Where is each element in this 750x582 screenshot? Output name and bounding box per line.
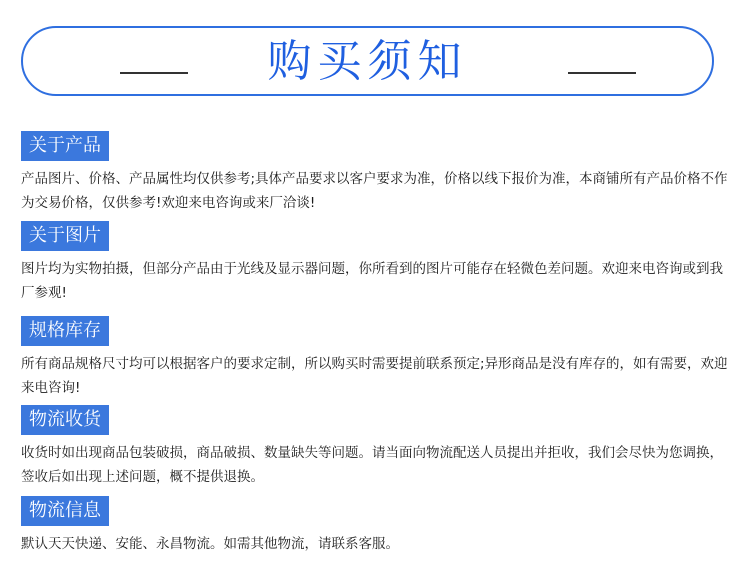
banner-right-line [568,72,636,74]
section-heading: 规格库存 [21,316,109,346]
section-heading: 关于产品 [21,131,109,161]
section-delivery-receipt [21,405,733,489]
section-text: 默认天天快递、安能、永昌物流。如需其他物流，请联系客服。 [21,536,399,552]
section-text: 所有商品规格尺寸均可以根据客户的要求定制，所以购买时需要提前联系预定;异形商品是没有库存的，如有需要，欢迎来电咨询! [21,356,728,396]
section-about-images [21,221,733,305]
title-banner [21,26,714,96]
section-heading: 物流收货 [21,405,109,435]
section-spec-stock [21,316,733,400]
section-logistics-info [21,496,733,556]
page-title: 购买须知 [267,36,468,87]
section-heading: 物流信息 [21,496,109,526]
section-text: 产品图片、价格、产品属性均仅供参考;具体产品要求以客户要求为准，价格以线下报价为准，本商铺所有产品价格不作为交易价格，仅供参考!欢迎来电咨询或来厂洽谈! [21,171,728,211]
section-text: 收货时如出现商品包装破损，商品破损、数量缺失等问题。请当面向物流配送人员提出并拒收，我们会尽快为您调换，签收后如出现上述问题，概不提供退换。 [21,445,723,485]
section-heading: 关于图片 [21,221,109,251]
section-text: 图片均为实物拍摄，但部分产品由于光线及显示器问题，你所看到的图片可能存在轻微色差问题。欢迎来电咨询或到我厂参观! [21,261,723,301]
section-about-product [21,131,733,215]
